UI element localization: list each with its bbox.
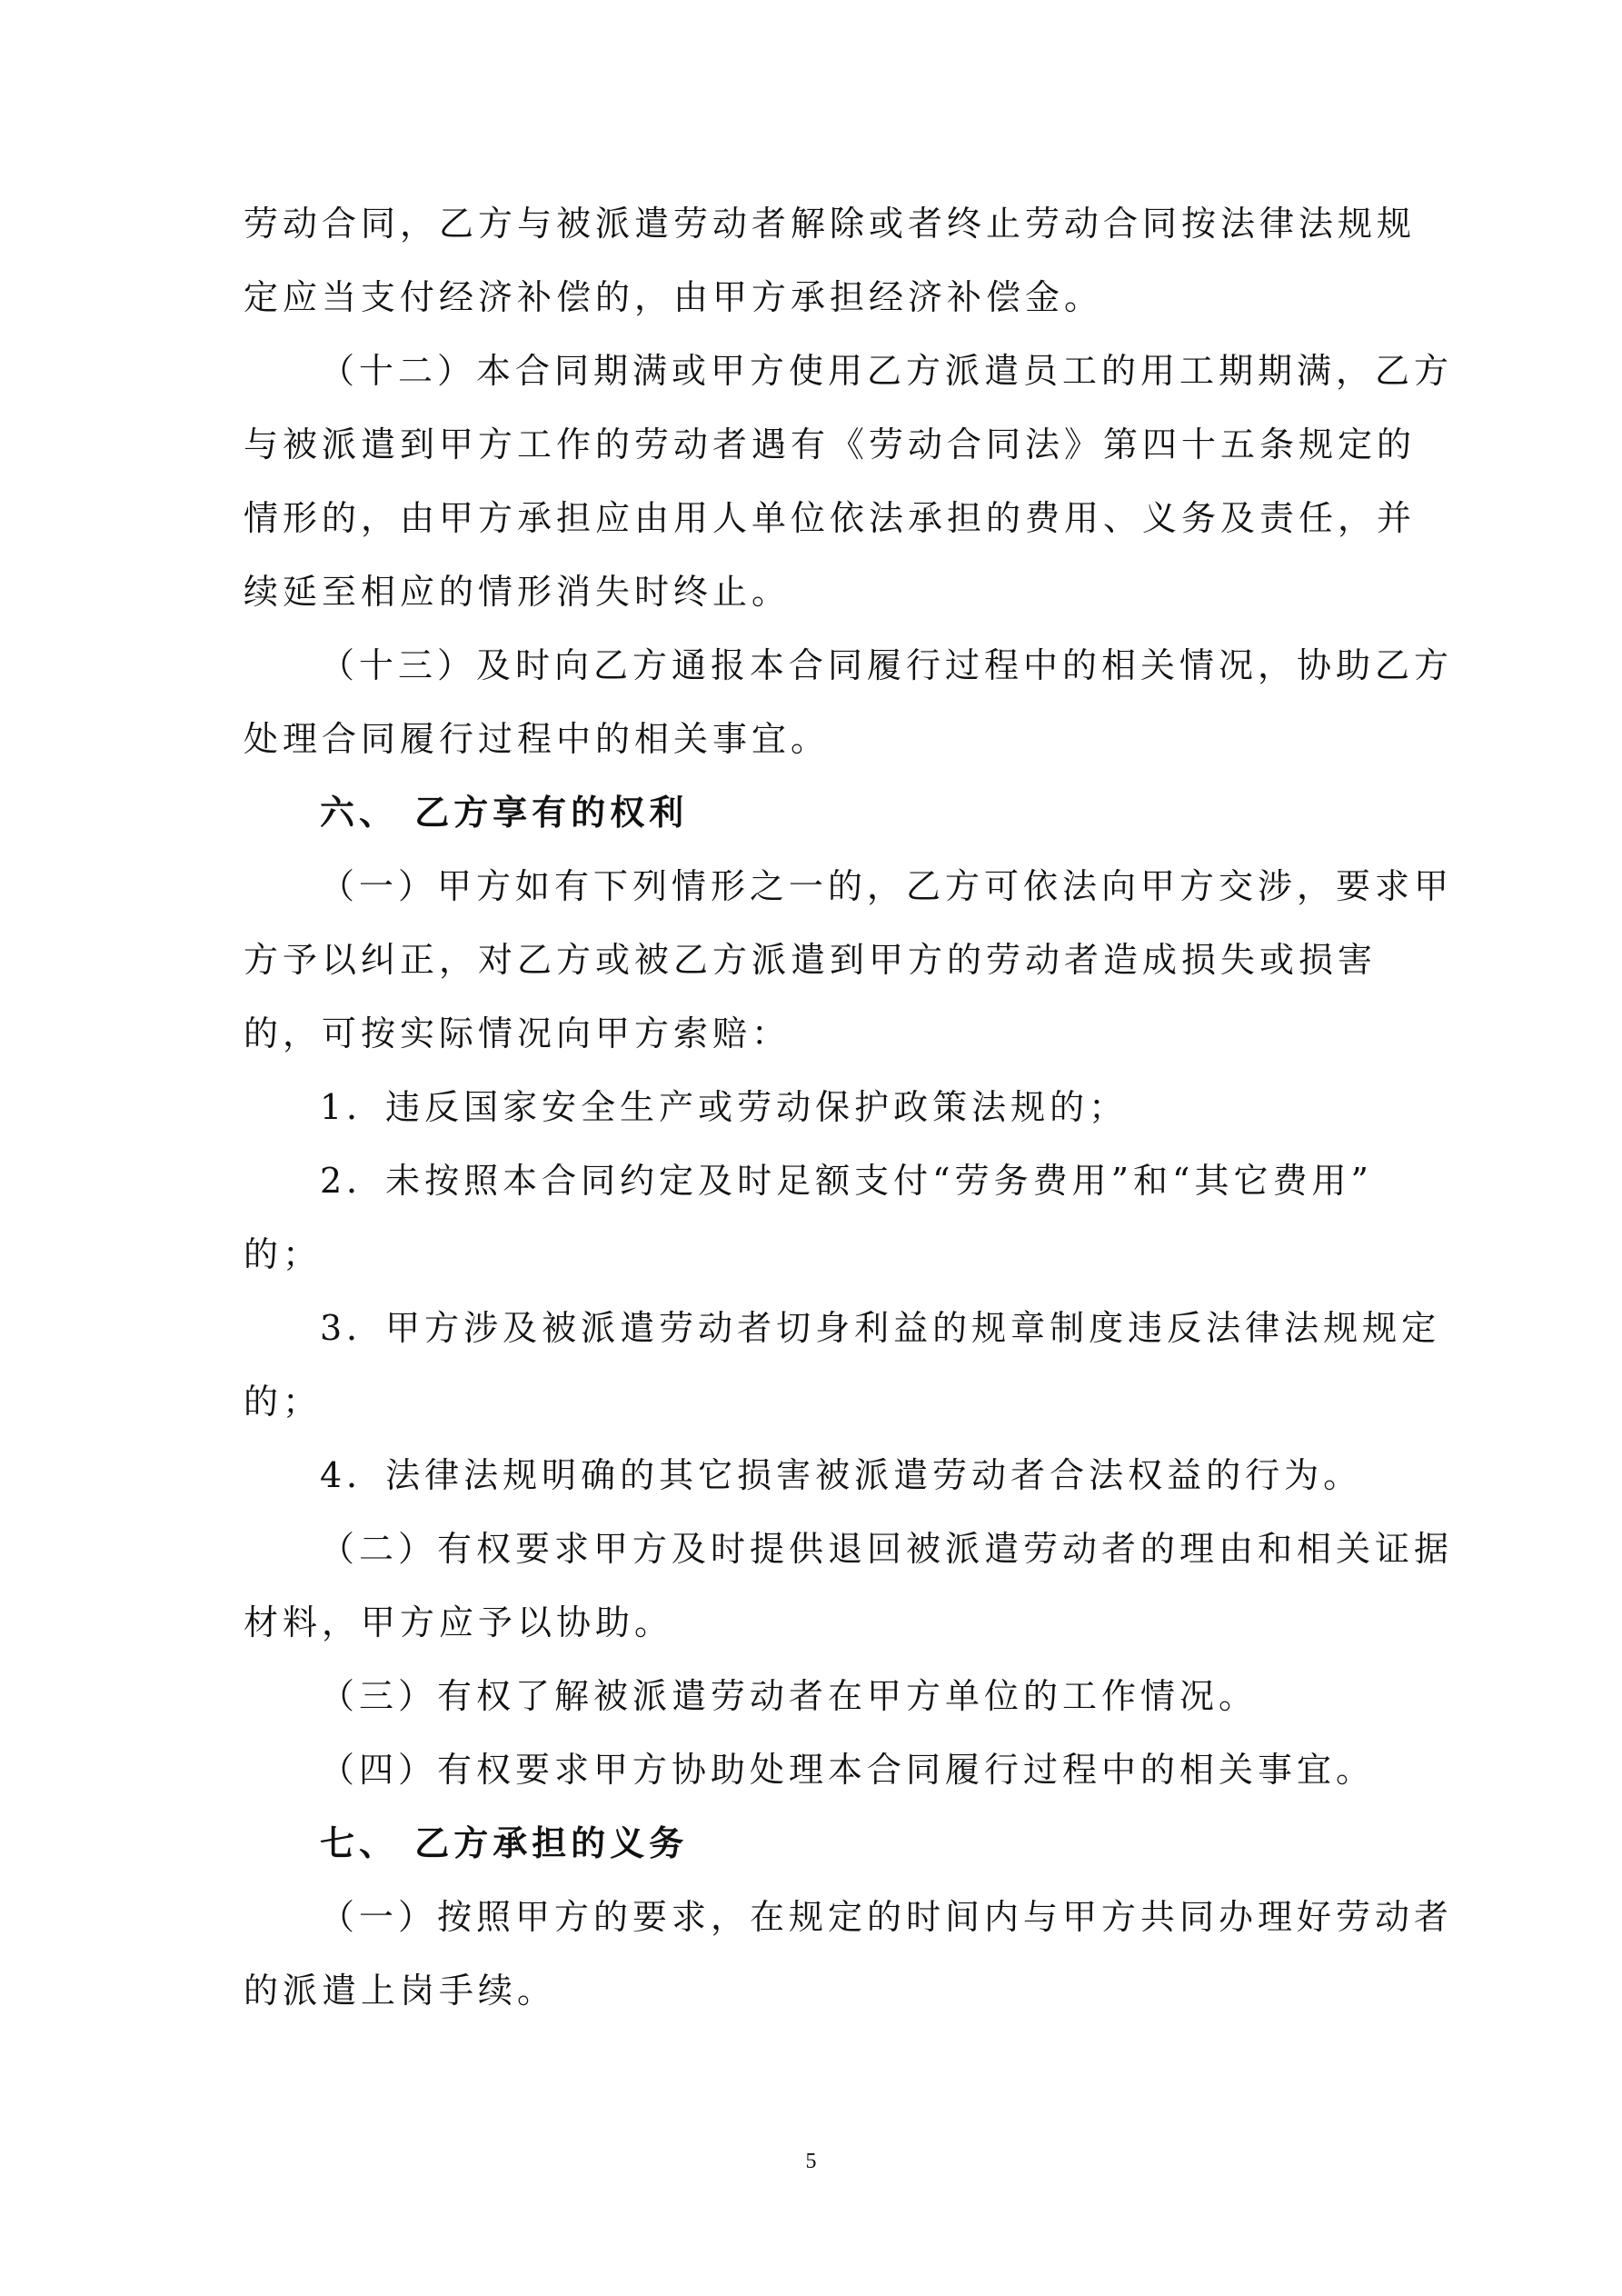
text-line: 的；	[244, 1382, 323, 1422]
text-line: 劳动合同，乙方与被派遣劳动者解除或者终止劳动合同按法律法规规	[244, 204, 1417, 244]
page-number: 5	[805, 2150, 817, 2173]
text-line: （一）按照甲方的要求，在规定的时间内与甲方共同办理好劳动者	[320, 1897, 1454, 1937]
text-line: 材料，甲方应予以协助。	[244, 1602, 674, 1642]
text-line: 处理合同履行过程中的相关事宜。	[244, 719, 831, 759]
text-line: （一）甲方如有下列情形之一的，乙方可依法向甲方交涉，要求甲	[320, 866, 1454, 906]
text-line: 1．违反国家安全生产或劳动保护政策法规的；	[320, 1087, 1129, 1127]
section-heading: 六、 乙方享有的权利	[320, 792, 689, 833]
section-heading: 七、 乙方承担的义务	[320, 1822, 689, 1863]
text-line: 与被派遣到甲方工作的劳动者遇有《劳动合同法》第四十五条规定的	[244, 424, 1417, 464]
text-line: （二）有权要求甲方及时提供退回被派遣劳动者的理由和相关证据	[320, 1529, 1454, 1569]
text-line: （三）有权了解被派遣劳动者在甲方单位的工作情况。	[320, 1676, 1259, 1716]
text-line: （四）有权要求甲方协助处理本合同履行过程中的相关事宜。	[320, 1750, 1376, 1790]
text-line: 2．未按照本合同约定及时足额支付“劳务费用”和“其它费用”	[320, 1161, 1373, 1201]
text-line: 方予以纠正，对乙方或被乙方派遣到甲方的劳动者造成损失或损害	[244, 940, 1378, 980]
text-line: 定应当支付经济补偿的，由甲方承担经济补偿金。	[244, 277, 1104, 317]
text-line: 续延至相应的情形消失时终止。	[244, 572, 791, 612]
text-line: 3．甲方涉及被派遣劳动者切身利益的规章制度违反法律法规规定	[320, 1308, 1441, 1348]
text-line: （十二）本合同期满或甲方使用乙方派遣员工的用工期期满，乙方	[320, 351, 1454, 391]
text-line: 4．法律法规明确的其它损害被派遣劳动者合法权益的行为。	[320, 1455, 1363, 1495]
text-line: （十三）及时向乙方通报本合同履行过程中的相关情况，协助乙方	[320, 645, 1454, 685]
text-line: 的，可按实际情况向甲方索赔：	[244, 1013, 791, 1053]
text-line: 的；	[244, 1234, 323, 1274]
text-line: 的派遣上岗手续。	[244, 1971, 557, 2011]
text-line: 情形的，由甲方承担应由用人单位依法承担的费用、义务及责任，并	[244, 498, 1417, 538]
